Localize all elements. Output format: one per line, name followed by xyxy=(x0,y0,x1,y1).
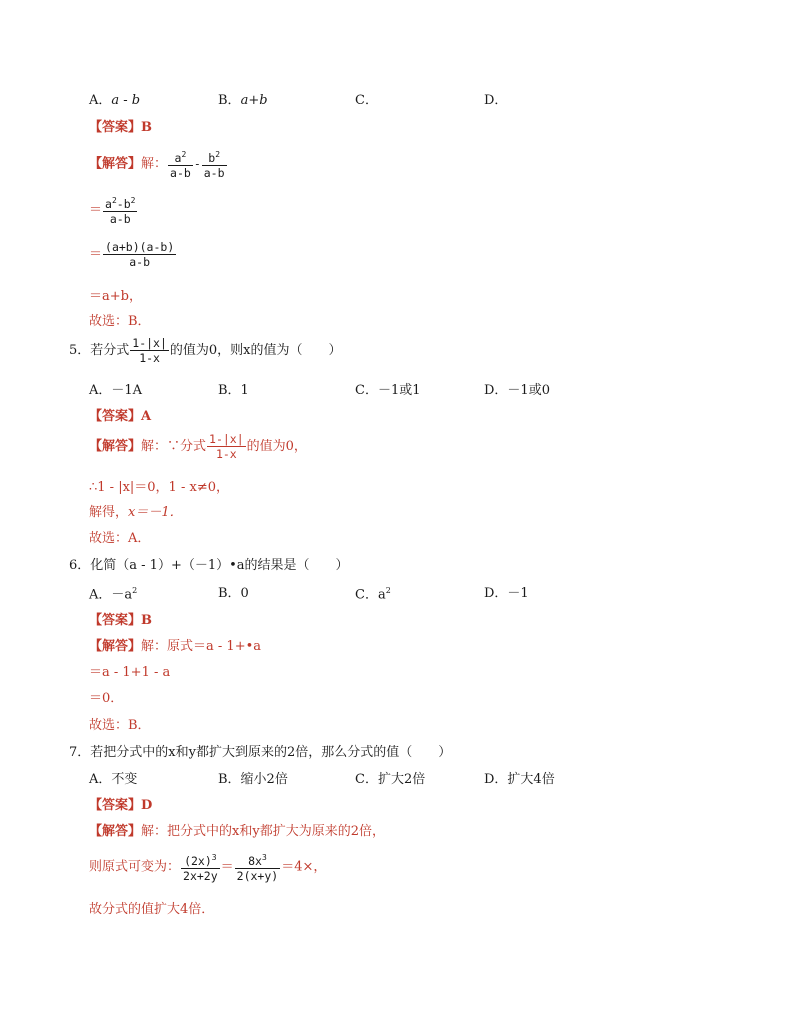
q7-option-b: B．缩小2倍 xyxy=(218,772,288,787)
q7-eq: ＝ xyxy=(220,859,234,875)
q6-conclusion: 故选：B． xyxy=(89,718,151,733)
q7-f2-den: 2(x+y) xyxy=(236,868,279,883)
q4-step3-den: a-b xyxy=(129,255,151,269)
q5-solution-frac-den: 1-x xyxy=(215,447,237,461)
q4-step4: ＝a+b， xyxy=(89,289,142,304)
q5-stem-suffix: 的值为0，则x的值为（ ） xyxy=(169,343,342,358)
q7-solution-line1 xyxy=(89,825,385,838)
q4-step2 xyxy=(89,194,138,226)
q5-answer: 【答案】A xyxy=(89,409,152,424)
q6-solution-intro: 解：原式＝a - 1+•a xyxy=(141,639,262,654)
q7-f2-exp: 3 xyxy=(261,853,267,862)
q4-minus: - xyxy=(193,156,201,171)
q4-step2-num-mid: -b xyxy=(116,196,131,211)
q5-stem-fraction xyxy=(130,336,169,365)
q4-f1-den: a-b xyxy=(170,165,191,180)
q4-option-b-label: B． xyxy=(218,93,241,108)
q4-step2-eq: ＝ xyxy=(89,202,103,218)
q4-solution-label: 【解答】 xyxy=(89,156,142,172)
q7-fraction-1 xyxy=(181,851,220,883)
q5-line3-prefix: 解得， xyxy=(89,505,129,520)
q6-stem: 6．化简（a - 1）+（－1）•a的结果是（ ） xyxy=(69,558,349,573)
q6-solution-line1 xyxy=(89,640,261,653)
q4-option-a xyxy=(89,94,140,107)
q7-line2-prefix: 则原式可变为： xyxy=(89,859,181,875)
q7-f1-den: 2x+2y xyxy=(183,868,218,883)
q4-step2-fraction xyxy=(103,194,137,226)
q4-option-a-value: a - b xyxy=(111,93,141,108)
q5-solution-suffix: 的值为0， xyxy=(246,439,307,454)
q4-option-c: C． xyxy=(355,93,378,108)
q4-step3-fraction xyxy=(103,240,176,269)
q5-stem-frac-num: 1-|x| xyxy=(132,336,167,350)
q4-option-a-label: A． xyxy=(89,93,112,108)
q5-solution-fraction xyxy=(207,432,246,461)
q6-option-c-exp: 2 xyxy=(385,586,391,595)
q7-f2-num: 8x xyxy=(248,853,262,868)
q4-f2-den: a-b xyxy=(203,165,225,180)
q4-solution-line1 xyxy=(89,148,228,180)
q4-step2-num-a: a xyxy=(105,196,112,211)
q4-f1-exp: 2 xyxy=(181,150,187,159)
q7-conclusion: 故分式的值扩大4倍． xyxy=(89,902,215,917)
q4-step3-eq: ＝ xyxy=(89,247,103,262)
q7-stem: 7．若把分式中的x和y都扩大到原来的2倍，那么分式的值（ ） xyxy=(69,745,452,760)
q4-step2-exp-a: 2 xyxy=(111,196,117,205)
q6-option-c-text: C．a xyxy=(355,587,386,603)
q5-option-a: A．－1A xyxy=(89,383,143,398)
q7-solution-line2 xyxy=(89,851,326,883)
q6-option-b: B．0 xyxy=(218,586,249,601)
q7-line2-suffix: ＝4×， xyxy=(281,859,327,875)
q7-option-c: C．扩大2倍 xyxy=(355,772,426,787)
q4-option-d: D． xyxy=(484,93,508,108)
q7-answer: 【答案】D xyxy=(89,798,153,813)
q6-option-a-exp: 2 xyxy=(132,586,138,595)
q5-stem xyxy=(69,336,342,365)
q7-f1-num: (2x) xyxy=(184,853,212,868)
q5-line3-value: x＝－1． xyxy=(128,505,183,520)
q5-solution-frac-num: 1-|x| xyxy=(209,432,244,446)
q6-option-c xyxy=(355,587,391,601)
q4-step2-exp-b: 2 xyxy=(130,196,136,205)
q4-option-b-value: a+b xyxy=(240,93,268,108)
q7-fraction-2 xyxy=(235,851,281,883)
q5-option-b: B．1 xyxy=(218,383,249,398)
q4-step2-den: a-b xyxy=(109,211,131,226)
q4-answer: 【答案】B xyxy=(89,120,152,135)
q4-f2-num: b xyxy=(208,150,216,165)
q5-solution-line3 xyxy=(89,506,183,519)
q4-solution-intro: 解： xyxy=(141,156,168,172)
q5-stem-frac-den: 1-x xyxy=(139,351,160,365)
q5-option-d: D．－1或0 xyxy=(484,383,550,398)
q6-answer: 【答案】B xyxy=(89,613,152,628)
q5-solution-line2: ∴1 - |x|＝0，1 - x≠0， xyxy=(89,480,229,495)
q4-step3-num: (a+b)(a-b) xyxy=(105,240,175,254)
q5-option-c: C．－1或1 xyxy=(355,383,421,398)
q4-step3 xyxy=(89,240,177,269)
q7-solution-label: 【解答】 xyxy=(89,824,142,839)
q4-fraction-2 xyxy=(202,148,227,180)
q6-solution-line2: ＝a - 1+1 - a xyxy=(89,665,171,680)
q5-solution-intro: 解：∵分式 xyxy=(141,439,207,454)
q6-solution-line3: ＝0． xyxy=(89,691,124,706)
q6-option-d: D．－1 xyxy=(484,586,529,601)
q7-option-a: A．不变 xyxy=(89,772,138,787)
q5-conclusion: 故选：A． xyxy=(89,531,151,546)
q4-conclusion: 故选：B． xyxy=(89,314,151,329)
q7-solution-intro: 解：把分式中的x和y都扩大为原来的2倍， xyxy=(141,824,385,839)
q7-option-d: D．扩大4倍 xyxy=(484,772,555,787)
q4-f2-exp: 2 xyxy=(215,150,221,159)
q5-solution-label: 【解答】 xyxy=(89,439,142,454)
q4-option-b xyxy=(218,94,268,107)
q4-f1-num: a xyxy=(174,150,182,165)
q5-stem-prefix: 5．若分式 xyxy=(69,343,130,358)
q4-fraction-1 xyxy=(168,148,193,180)
q6-solution-label: 【解答】 xyxy=(89,639,142,654)
q7-f1-exp: 3 xyxy=(211,853,217,862)
q6-option-a-text: A．－a xyxy=(89,587,133,603)
q6-option-a xyxy=(89,587,137,601)
q5-solution-line1 xyxy=(89,432,307,461)
